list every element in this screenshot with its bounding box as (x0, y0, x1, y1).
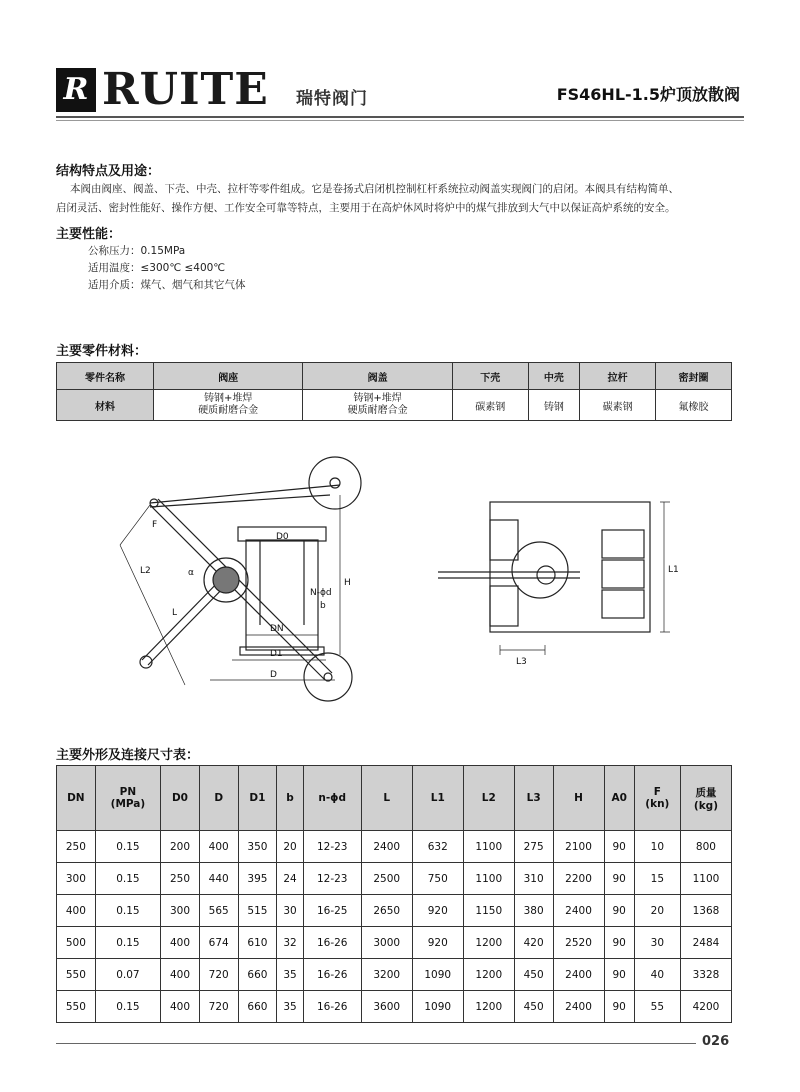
table-cell: 660 (238, 991, 277, 1023)
table-cell: 2400 (553, 959, 604, 991)
table-cell: 400 (161, 927, 200, 959)
table-cell: 16-26 (303, 991, 361, 1023)
table-cell: 20 (277, 831, 303, 863)
dimensions-header-line: DN (67, 792, 85, 804)
table-cell: 90 (604, 863, 634, 895)
materials-part: 阀座 (154, 363, 303, 390)
dim-l3-line (500, 645, 545, 655)
table-cell: 610 (238, 927, 277, 959)
table-cell: 1150 (463, 895, 514, 927)
table-cell: 0.15 (95, 863, 160, 895)
dimensions-header-cell (553, 766, 604, 831)
table-row (57, 895, 732, 927)
dimensions-header-cell (634, 766, 680, 831)
table-cell: 90 (604, 959, 634, 991)
page-header (56, 62, 744, 118)
table-cell: 250 (161, 863, 200, 895)
table-cell: 35 (277, 991, 303, 1023)
table-row (57, 927, 732, 959)
dimensions-header-line: F (653, 786, 661, 798)
table-cell: 0.15 (95, 831, 160, 863)
table-cell: 3328 (680, 959, 731, 991)
materials-row-label: 材料 (57, 390, 154, 421)
header-divider (56, 116, 744, 118)
drawing-label: H (344, 578, 351, 588)
materials-value-row (57, 390, 732, 421)
main-pivot-hatched (213, 567, 239, 593)
table-cell: 500 (57, 927, 96, 959)
table-cell: 12-23 (303, 863, 361, 895)
table-cell: 275 (514, 831, 553, 863)
table-cell: 1090 (412, 991, 463, 1023)
pulley-wheel-top (309, 457, 361, 509)
drawing-label: L3 (516, 657, 527, 667)
table-cell: 550 (57, 991, 96, 1023)
materials-part: 中壳 (528, 363, 579, 390)
table-cell: 565 (199, 895, 238, 927)
table-cell: 16-26 (303, 959, 361, 991)
table-cell: 2100 (553, 831, 604, 863)
table-cell: 1200 (463, 991, 514, 1023)
drawing-label: b (320, 601, 326, 611)
materials-part: 阀盖 (303, 363, 452, 390)
dimensions-header-line: H (574, 792, 583, 804)
table-cell: 674 (199, 927, 238, 959)
structure-line-2: 启闭灵活、密封性能好、操作方便、工作安全可靠等特点，主要用于在高炉休风时将炉中的煤气排放到大气中以保证高炉系统的安全。 (56, 202, 676, 214)
table-cell: 20 (634, 895, 680, 927)
materials-value: 氟橡胶 (656, 390, 732, 421)
pulley-hub-top (330, 478, 340, 488)
performance-title: 主要性能： (56, 227, 122, 242)
table-cell: 1200 (463, 927, 514, 959)
drawing-label: L (172, 608, 178, 618)
drawing-label: L1 (668, 565, 679, 575)
dimensions-header-line: A0 (611, 792, 627, 804)
table-cell: 1090 (412, 959, 463, 991)
table-cell: 32 (277, 927, 303, 959)
dimensions-header-line: D (214, 792, 224, 804)
table-cell: 450 (514, 991, 553, 1023)
dimensions-header-cell (604, 766, 634, 831)
dimensions-header-line: D0 (171, 792, 188, 804)
table-cell: 920 (412, 895, 463, 927)
table-cell: 16-25 (303, 895, 361, 927)
table-cell: 380 (514, 895, 553, 927)
table-cell: 90 (604, 991, 634, 1023)
table-cell: 300 (57, 863, 96, 895)
table-cell: 3600 (361, 991, 412, 1023)
table-cell: 515 (238, 895, 277, 927)
table-row (57, 959, 732, 991)
dimensions-header-line: (kn) (645, 798, 670, 810)
rod-connector (537, 566, 555, 584)
brand-logo (56, 68, 96, 112)
table-cell: 800 (680, 831, 731, 863)
table-cell: 395 (238, 863, 277, 895)
dimensions-header-cell (412, 766, 463, 831)
table-cell: 350 (238, 831, 277, 863)
table-cell: 16-26 (303, 927, 361, 959)
table-cell: 200 (161, 831, 200, 863)
table-cell: 920 (412, 927, 463, 959)
table-cell: 30 (634, 927, 680, 959)
materials-value: 碳素钢 (580, 390, 656, 421)
dimensions-header-line: n-ϕd (318, 792, 347, 804)
table-cell: 90 (604, 895, 634, 927)
lever-rod (438, 572, 580, 578)
table-cell: 1100 (463, 863, 514, 895)
dim-l2-line (120, 505, 185, 685)
dimensions-header-cell (161, 766, 200, 831)
table-cell: 250 (57, 831, 96, 863)
brand-name-cn: 瑞特阀门 (296, 89, 368, 109)
dimensions-header-line: b (286, 792, 294, 804)
materials-value (303, 390, 452, 421)
dimensions-header-line: L3 (526, 792, 541, 804)
drawing-label: N-ϕd (310, 588, 332, 598)
table-cell: 2400 (553, 991, 604, 1023)
materials-header-label: 零件名称 (57, 363, 154, 390)
table-row (57, 863, 732, 895)
table-cell: 2500 (361, 863, 412, 895)
table-cell: 1200 (463, 959, 514, 991)
dimensions-title: 主要外形及连接尺寸表： (56, 748, 200, 763)
bearing-housing-top (490, 520, 518, 560)
table-cell: 0.15 (95, 991, 160, 1023)
dimensions-header-line: D1 (249, 792, 266, 804)
structure-title: 结构特点及用途： (56, 164, 161, 179)
footer-divider (56, 1043, 696, 1044)
valve-disc-top (512, 542, 568, 598)
materials-part: 下壳 (452, 363, 528, 390)
table-row (57, 831, 732, 863)
table-cell: 0.07 (95, 959, 160, 991)
table-cell: 750 (412, 863, 463, 895)
table-cell: 400 (161, 959, 200, 991)
dimensions-header-cell (463, 766, 514, 831)
header-divider-thin (56, 120, 744, 121)
drawing-label: D (270, 670, 277, 680)
materials-value-line: 硬质耐磨合金 (347, 405, 408, 416)
materials-part: 密封圈 (656, 363, 732, 390)
page-number: 026 (702, 1034, 730, 1049)
performance-item-pressure: 公称压力：0.15MPa (88, 245, 186, 257)
table-cell: 30 (277, 895, 303, 927)
table-cell: 0.15 (95, 927, 160, 959)
table-cell: 24 (277, 863, 303, 895)
table-cell: 450 (514, 959, 553, 991)
materials-value-line: 硬质耐磨合金 (198, 405, 259, 416)
table-cell: 632 (412, 831, 463, 863)
table-cell: 3000 (361, 927, 412, 959)
table-cell: 2400 (553, 895, 604, 927)
dimensions-header-cell (238, 766, 277, 831)
table-cell: 1100 (680, 863, 731, 895)
dimensions-header-line: L2 (481, 792, 496, 804)
materials-value (154, 390, 303, 421)
table-cell: 440 (199, 863, 238, 895)
counterweight-block-1 (602, 530, 644, 558)
materials-value-line: 铸钢+堆焊 (204, 393, 253, 404)
table-cell: 310 (514, 863, 553, 895)
table-cell: 720 (199, 991, 238, 1023)
table-cell: 10 (634, 831, 680, 863)
dimensions-header-cell (277, 766, 303, 831)
materials-value: 铸钢 (528, 390, 579, 421)
table-cell: 1100 (463, 831, 514, 863)
materials-header-row (57, 363, 732, 390)
dimensions-header-row (57, 766, 732, 831)
bearing-housing-bottom (490, 586, 518, 626)
product-model-title: FS46HL-1.5炉顶放散阀 (556, 85, 740, 104)
table-cell: 3200 (361, 959, 412, 991)
table-cell: 300 (161, 895, 200, 927)
brand-name: RUITE (102, 64, 269, 115)
dimensions-header-cell (514, 766, 553, 831)
upper-lever (150, 485, 340, 507)
table-cell: 400 (161, 991, 200, 1023)
frame-outline (490, 502, 650, 632)
table-cell: 40 (634, 959, 680, 991)
table-cell: 90 (604, 831, 634, 863)
table-cell: 420 (514, 927, 553, 959)
materials-table (56, 362, 732, 421)
dimensions-header-line: (MPa) (110, 798, 146, 810)
table-cell: 35 (277, 959, 303, 991)
materials-value: 碳素钢 (452, 390, 528, 421)
dimensions-body (57, 831, 732, 1023)
dimensions-header-line: L1 (430, 792, 445, 804)
table-cell: 2520 (553, 927, 604, 959)
table-cell: 1368 (680, 895, 731, 927)
diagonal-lever (150, 499, 332, 680)
table-cell: 15 (634, 863, 680, 895)
table-cell: 90 (604, 927, 634, 959)
counterweight-block-2 (602, 560, 644, 588)
dimensions-header-cell (361, 766, 412, 831)
dimensions-table (56, 765, 732, 1023)
dimensions-header-line: 质量 (695, 786, 717, 799)
dimensions-header-line: PN (119, 786, 137, 798)
valve-bore (260, 541, 304, 625)
valve-side-view-drawing (110, 455, 370, 720)
table-cell: 2400 (361, 831, 412, 863)
counterweight-block-3 (602, 590, 644, 618)
dimensions-header-line: (kg) (693, 799, 718, 812)
drawing-label: L2 (140, 566, 151, 576)
table-cell: 660 (238, 959, 277, 991)
table-cell: 720 (199, 959, 238, 991)
drawing-label: D1 (270, 649, 283, 659)
table-cell: 0.15 (95, 895, 160, 927)
materials-part: 拉杆 (580, 363, 656, 390)
dimensions-header-line: L (383, 792, 391, 804)
logo-glyph: R (63, 72, 89, 107)
table-cell: 2650 (361, 895, 412, 927)
drawing-label: DN (270, 624, 284, 634)
dimensions-header-cell (57, 766, 96, 831)
dimensions-header-cell (199, 766, 238, 831)
table-cell: 2200 (553, 863, 604, 895)
table-row (57, 991, 732, 1023)
materials-title: 主要零件材料： (56, 344, 148, 359)
table-cell: 400 (57, 895, 96, 927)
structure-line-1: 本阀由阀座、阀盖、下壳、中壳、拉杆等零件组成。它是卷扬式启闭机控制杠杆系统拉动阀盖实现阀门的启闭。本阀具有结构简单、 (70, 183, 679, 195)
table-cell: 12-23 (303, 831, 361, 863)
drawing-label: D0 (276, 532, 289, 542)
materials-value-line: 铸钢+堆焊 (353, 393, 402, 404)
dimensions-header-cell (680, 766, 731, 831)
table-cell: 400 (199, 831, 238, 863)
drawing-label: F (152, 520, 158, 530)
dimensions-header-cell (303, 766, 361, 831)
table-cell: 4200 (680, 991, 731, 1023)
valve-top-view-drawing (430, 490, 690, 670)
table-cell: 2484 (680, 927, 731, 959)
table-cell: 550 (57, 959, 96, 991)
table-cell: 55 (634, 991, 680, 1023)
dimensions-header-cell (95, 766, 160, 831)
drawing-label: α (188, 568, 194, 578)
performance-item-medium: 适用介质：煤气、烟气和其它气体 (88, 279, 246, 291)
performance-item-temperature: 适用温度：≤300℃ ≤400℃ (88, 262, 226, 274)
